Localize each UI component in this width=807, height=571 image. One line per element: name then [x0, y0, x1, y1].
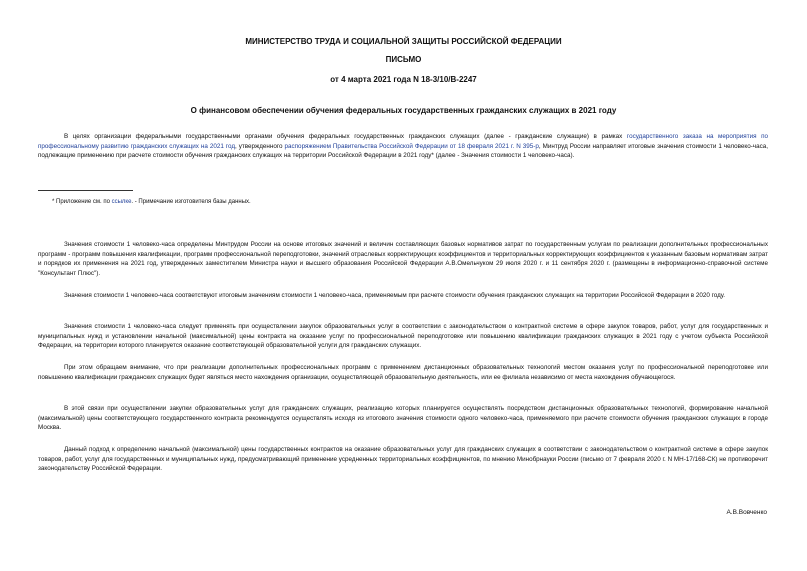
- footnote-text-b: . - Примечание изготовителя базы данных.: [131, 199, 251, 205]
- paragraph-6: В этой связи при осуществлении закупки образовательных услуг для гражданских служащих, реализацию которых планируется осуществлять посредством дистанционных образовательных технологий, формирование начальной (максимальной) цены соответствующего государственного контракта рекомендуется осуществлять исходя из итогового значения стоимости одного человеко-часа, применяемого при расчете стоимости обучения гражданских служащих в городе Москва.: [38, 405, 768, 431]
- ministry-title: МИНИСТЕРСТВО ТРУДА И СОЦИАЛЬНОЙ ЗАЩИТЫ РОССИЙСКОЙ ФЕДЕРАЦИИ: [245, 37, 562, 46]
- document-date-number: от 4 марта 2021 года N 18-3/10/В-2247: [330, 75, 477, 84]
- paragraph-1-text-b: , утвержденного: [235, 142, 285, 150]
- document-subject: О финансовом обеспечении обучения федеральных государственных гражданских служащих в 2021 году: [190, 106, 617, 115]
- footnote-text-a: * Приложение см. по: [52, 199, 112, 205]
- footnote-divider: [38, 190, 133, 191]
- paragraph-1: [38, 132, 768, 161]
- state-order-link[interactable]: государственного заказа на мероприятия по профессиональному развитию гражданских служащих на 2021 год: [38, 133, 768, 150]
- paragraph-2: Значения стоимости 1 человеко-часа определены Минтрудом России на основе итоговых значений и величин составляющих базовых нормативов затрат по государственным услугам по реализации дополнительных профессиональных программ - программ повышения квалификации, программ профессиональной переподготовки, значений отраслевых корректирующих коэффициентов и территориальных корректирующих коэффициентов к указанным базовым нормативам затрат и порядков их применения на 2021 год, утвержденных заместителем Министра науки и высшего образования Российской Федерации А.В.Омельчуком 29 июля 2020 г. и 11 сентября 2020 г. (размещены в информационно-справочной системе "Консультант Плюс").: [38, 241, 768, 277]
- document-type: ПИСЬМО: [385, 55, 422, 64]
- paragraph-1-text-a: В целях организации федеральными государственными органами обучения федеральных государственных гражданских служащих (далее - гражданские служащие) в рамках: [64, 133, 627, 140]
- government-order-link[interactable]: распоряжением Правительства Российской Федерации от 18 февраля 2021 г. N 395-р: [284, 142, 539, 150]
- signature: А.В.Вовченко: [726, 509, 767, 516]
- appendix-link[interactable]: ссылке: [111, 199, 132, 205]
- paragraph-4: Значения стоимости 1 человеко-часа следует применять при осуществлении закупок образовательных услуг в соответствии с законодательством о контрактной системе в сфере закупок товаров, работ, услуг для государственных и муниципальных нужд и установлении начальной (максимальной) цены контракта на оказание услуг по профессиональной переподготовке или повышению квалификации гражданских служащих в 2021 году с учетом субъекта Российской Федерации, на территории которого планируется оказание соответствующей образовательной услуги для гражданских служащих.: [38, 323, 768, 349]
- paragraph-5: При этом обращаем внимание, что при реализации дополнительных профессиональных программ с применением дистанционных образовательных технологий местом оказания услуг по профессиональной переподготовке или повышению квалификации гражданских служащих будет являться место нахождения организации, осуществляющей образовательную деятельность, или ее филиала независимо от места нахождения обучающегося.: [38, 364, 768, 381]
- footnote: [38, 198, 758, 207]
- paragraph-3: Значения стоимости 1 человеко-часа соответствуют итоговым значениям стоимости 1 человеко-часа, применяемым при расчете стоимости обучения гражданских служащих на территории Российской Федерации в 2020 году.: [64, 292, 726, 299]
- paragraph-1-text-c: , Минтруд России направляет итоговые значения стоимости 1 человеко-часа, подлежащие применению при расчете стоимости обучения гражданских служащих на территории Российской Федерации в 2021 году* (далее - Значения стоимости 1 человеко-часа).: [38, 142, 768, 159]
- paragraph-7: Данный подход к определению начальной (максимальной) цены государственных контрактов на оказание образовательных услуг для гражданских служащих в соответствии с законодательством о контрактной системе в сфере закупок товаров, работ, услуг для государственных и муниципальных нужд, предусматривающий применение усредненных территориальных коэффициентов, по мнению Минобрнауки России (письмо от 7 февраля 2020 г. N МН-17/168-СК) не противоречит законодательству Российской Федерации.: [38, 446, 768, 472]
